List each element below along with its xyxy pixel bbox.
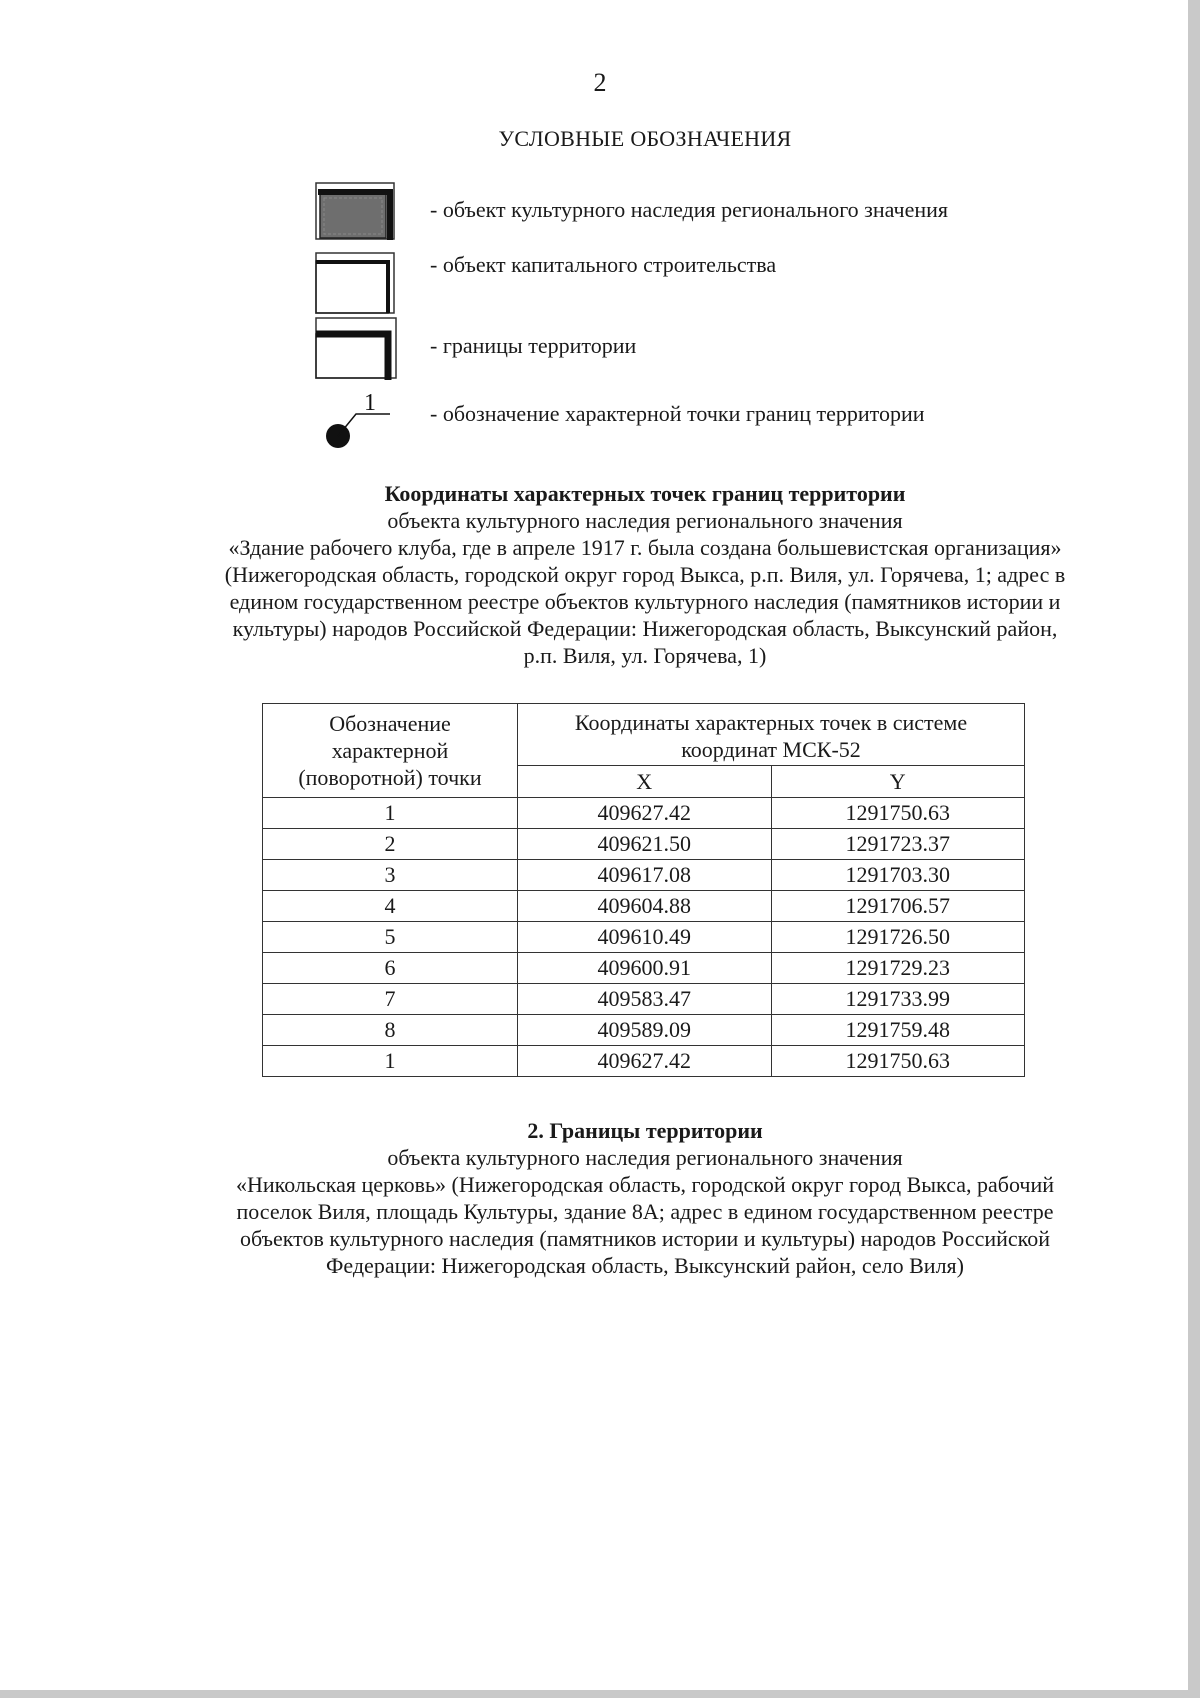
- legend-text-heritage-object: - объект культурного наследия регионального значения: [430, 197, 949, 222]
- cell-point: 4: [263, 891, 518, 922]
- territory-boundary-icon: [310, 316, 410, 382]
- cell-point: 8: [263, 1015, 518, 1046]
- header-y: Y: [771, 766, 1025, 798]
- legend-text-boundary-point: - обозначение характерной точки границ территории: [430, 401, 925, 426]
- table-row: [263, 829, 1025, 860]
- cell-x: 409627.42: [518, 798, 772, 829]
- cell-y: 1291726.50: [771, 922, 1025, 953]
- legend-title: УСЛОВНЫЕ ОБОЗНАЧЕНИЯ: [498, 126, 792, 151]
- section1-line: культуры) народов Российской Федерации: Нижегородская область, Выксунский район,: [232, 616, 1058, 641]
- cell-point: 6: [263, 953, 518, 984]
- cell-x: 409617.08: [518, 860, 772, 891]
- section2-line: Федерации: Нижегородская область, Выксунский район, село Виля): [326, 1253, 964, 1278]
- cell-x: 409627.42: [518, 1046, 772, 1077]
- table-row: [263, 1046, 1025, 1077]
- cell-y: 1291723.37: [771, 829, 1025, 860]
- section1-caption: [150, 480, 1140, 669]
- cell-point: 2: [263, 829, 518, 860]
- section2-line: «Никольская церковь» (Нижегородская область, городской округ город Выкса, рабочий: [236, 1172, 1054, 1197]
- cell-point: 1: [263, 1046, 518, 1077]
- legend-text-capital-building: - объект капитального строительства: [430, 252, 777, 277]
- cell-y: 1291750.63: [771, 1046, 1025, 1077]
- cell-y: 1291759.48: [771, 1015, 1025, 1046]
- boundary-point-icon: [310, 386, 410, 452]
- table-header-row: [263, 704, 1025, 766]
- cell-x: 409604.88: [518, 891, 772, 922]
- page-number: 2: [593, 68, 607, 97]
- section2-heading: 2. Границы территории: [527, 1118, 763, 1143]
- capital-building-icon: [310, 252, 410, 318]
- cell-x: 409583.47: [518, 984, 772, 1015]
- table-body: [263, 798, 1025, 1077]
- cell-point: 7: [263, 984, 518, 1015]
- cell-x: 409600.91: [518, 953, 772, 984]
- cell-x: 409589.09: [518, 1015, 772, 1046]
- table-row: [263, 891, 1025, 922]
- coordinates-table: [262, 703, 1025, 1077]
- cell-x: 409610.49: [518, 922, 772, 953]
- header-point-designation: Обозначение характерной (поворотной) точки: [263, 704, 518, 798]
- heritage-object-icon: [310, 180, 410, 246]
- table-row: [263, 984, 1025, 1015]
- cell-y: 1291706.57: [771, 891, 1025, 922]
- section1-line: р.п. Виля, ул. Горячева, 1): [523, 643, 767, 668]
- table-row: [263, 860, 1025, 891]
- cell-x: 409621.50: [518, 829, 772, 860]
- table-row: [263, 1015, 1025, 1046]
- cell-y: 1291729.23: [771, 953, 1025, 984]
- section2-line: объекта культурного наследия регионального значения: [387, 1145, 903, 1170]
- header-coordinates: Координаты характерных точек в системе координат МСК-52: [518, 704, 1025, 766]
- table-row: [263, 798, 1025, 829]
- legend-text-territory-boundary: - границы территории: [430, 333, 637, 358]
- table-row: [263, 953, 1025, 984]
- section1-line: (Нижегородская область, городской округ город Выкса, р.п. Виля, ул. Горячева, 1; адрес в: [224, 562, 1066, 587]
- section2-line: поселок Виля, площадь Культуры, здание 8А; адрес в едином государственном реестре: [236, 1199, 1054, 1224]
- cell-point: 3: [263, 860, 518, 891]
- header-x: X: [518, 766, 772, 798]
- section1-line: объекта культурного наследия регионального значения: [387, 508, 903, 533]
- boundary-point-label: 1: [364, 390, 376, 416]
- cell-y: 1291703.30: [771, 860, 1025, 891]
- table-row: [263, 922, 1025, 953]
- section1-line: едином государственном реестре объектов культурного наследия (памятников истории и: [229, 589, 1061, 614]
- cell-y: 1291750.63: [771, 798, 1025, 829]
- section2-line: объектов культурного наследия (памятников истории и культуры) народов Российской: [239, 1226, 1051, 1251]
- section1-line: «Здание рабочего клуба, где в апреле 1917 г. была создана большевистская организация»: [228, 535, 1062, 560]
- cell-y: 1291733.99: [771, 984, 1025, 1015]
- section2-caption: [150, 1117, 1140, 1279]
- cell-point: 1: [263, 798, 518, 829]
- section1-heading: Координаты характерных точек границ территории: [384, 481, 906, 506]
- cell-point: 5: [263, 922, 518, 953]
